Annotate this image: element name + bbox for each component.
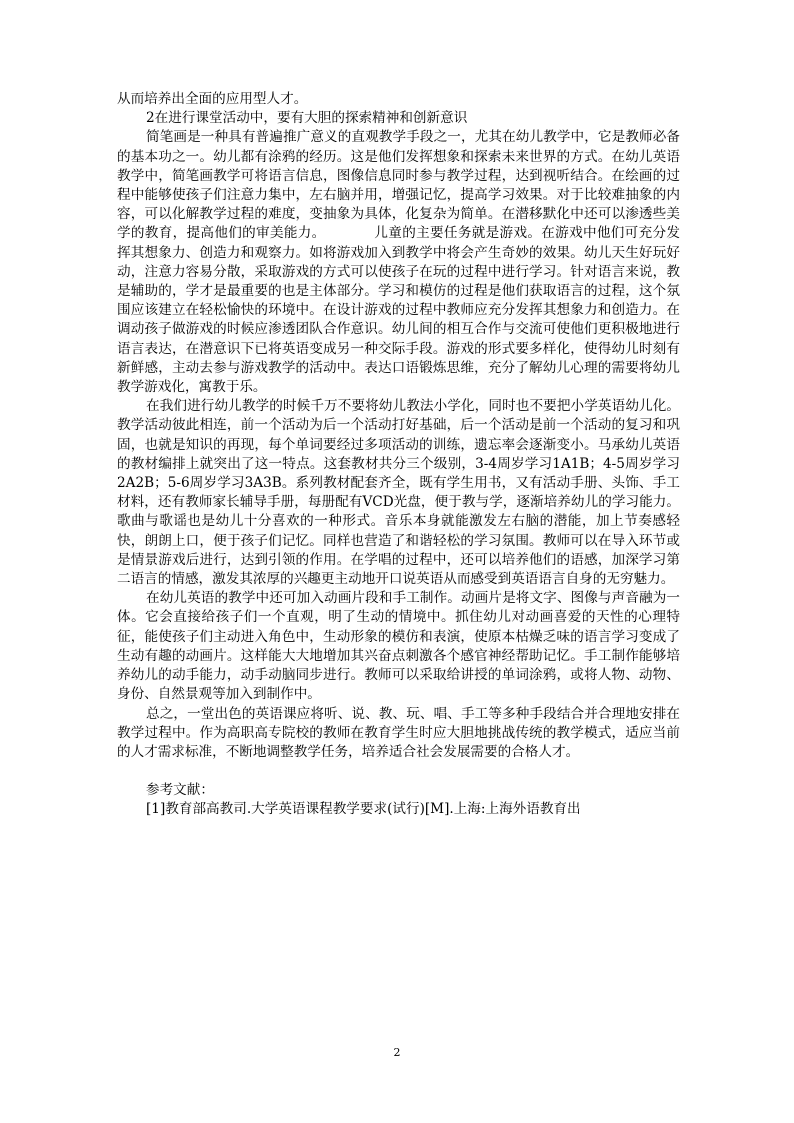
paragraph: 总之，一堂出色的英语课应将听、说、教、玩、唱、手工等多种手段结合并合理地安排在教学过程中。作为高职高专院校的教师在教育学生时应大胆地挑战传统的教学模式，适应当前的人才需求标准，不断地调整教学任务，培养适合社会发展需要的合格人才。 [117,705,680,760]
paragraph: 在幼儿英语的教学中还可加入动画片段和手工制作。动画片是将文字、图像与声音融为一体。它会直接给孩子们一个直观，明了生动的情境中。抓住幼儿对动画喜爱的天性的心理特征，能使孩子们主动进入角色中，生动形象的模仿和表演，使原本枯燥乏味的语言学习变成了生动有趣的动画片。这样能大大地增加其兴奋点刺激各个感官神经帮助记忆。手工制作能够培养幼儿的动手能力，动手动脑同步进行。教师可以采取给讲授的单词涂鸦，或将人物、动物、身份、自然景观等加入到制作中。 [117,590,680,703]
paragraph: 在我们进行幼儿教学的时候千万不要将幼儿教法小学化，同时也不要把小学英语幼儿化。教学活动彼此相连，前一个活动为后一个活动打好基础，后一个活动是前一个活动的复习和巩固，也就是知识的再现，每个单词要经过多项活动的训练，遗忘率会逐渐变小。马承幼儿英语的教材编排上就突出了这一特点。这套教材共分三个级别，3-4周岁学习1A1B；4-5周岁学习2A2B；5-6周岁学习3A3B。系列教材配套齐全，既有学生用书，又有活动手册、头饰、手工材料，还有教师家长辅导手册，每册配有VCD光盘，便于教与学，逐渐培养幼儿的学习能力。歌曲与歌谣也是幼儿十分喜欢的一种形式。音乐本身就能激发左右脑的潜能，加上节奏感轻快，朗朗上口，便于孩子们记忆。同样也营造了和谐轻松的学习氛围。教师可以在导入环节或是情景游戏后进行，达到引领的作用。在学唱的过程中，还可以培养他们的语感，加深学习第二语言的情感，激发其浓厚的兴趣更主动地开口说英语从而感受到英语语言自身的无穷魅力。 [117,398,680,588]
reference-item: [1]教育部高教司.大学英语课程教学要求(试行)[M].上海:上海外语教育出 [146,801,581,818]
section-heading: 2在进行课堂活动中，要有大胆的探索精神和创新意识 [146,110,468,127]
page-number: 2 [393,1046,401,1059]
paragraph: 简笔画是一种具有普遍推广意义的直观教学手段之一，尤其在幼儿教学中，它是教师必备的基本功之一。幼儿都有涂鸦的经历。这是他们发挥想象和探索未来世界的方式。在幼儿英语教学中，简笔画教学可将语言信息，图像信息同时参与教学过程，达到视听结合。在绘画的过程中能够使孩子们注意力集中，左右脑并用，增强记忆，提高学习效果。对于比较难抽象的内容，可以化解教学过程的难度，变抽象为具体，化复杂为简单。在潜移默化中还可以渗透些美学的教育，提高他们的审美能力。 儿童的主要任务就是游戏。在游戏中他们可充分发挥其想象力、创造力和观察力。如将游戏加入到教学中将会产生奇妙的效果。幼儿天生好玩好动，注意力容易分散，采取游戏的方式可以使孩子在玩的过程中进行学习。针对语言来说，教是辅助的，学才是最重要的也是主体部分。学习和模仿的过程是他们获取语言的过程，这个氛围应该建立在轻松愉快的环境中。在设计游戏的过程中教师应充分发挥其想象力和创造力。在调动孩子做游戏的时候应渗透团队合作意识。幼儿间的相互合作与交流可使他们更积极地进行语言表达，在潜意识下已将英语变成另一种交际手段。游戏的形式要多样化，使得幼儿时刻有新鲜感，主动去参与游戏教学的活动中。表达口语锻炼思维，充分了解幼儿心理的需要将幼儿教学游戏化，寓教于乐。 [117,129,680,396]
document-body [117,90,680,820]
spacer [117,762,680,781]
paragraph: 从而培养出全面的应用型人才。 [117,91,308,107]
references-heading: 参考文献： [146,782,214,799]
